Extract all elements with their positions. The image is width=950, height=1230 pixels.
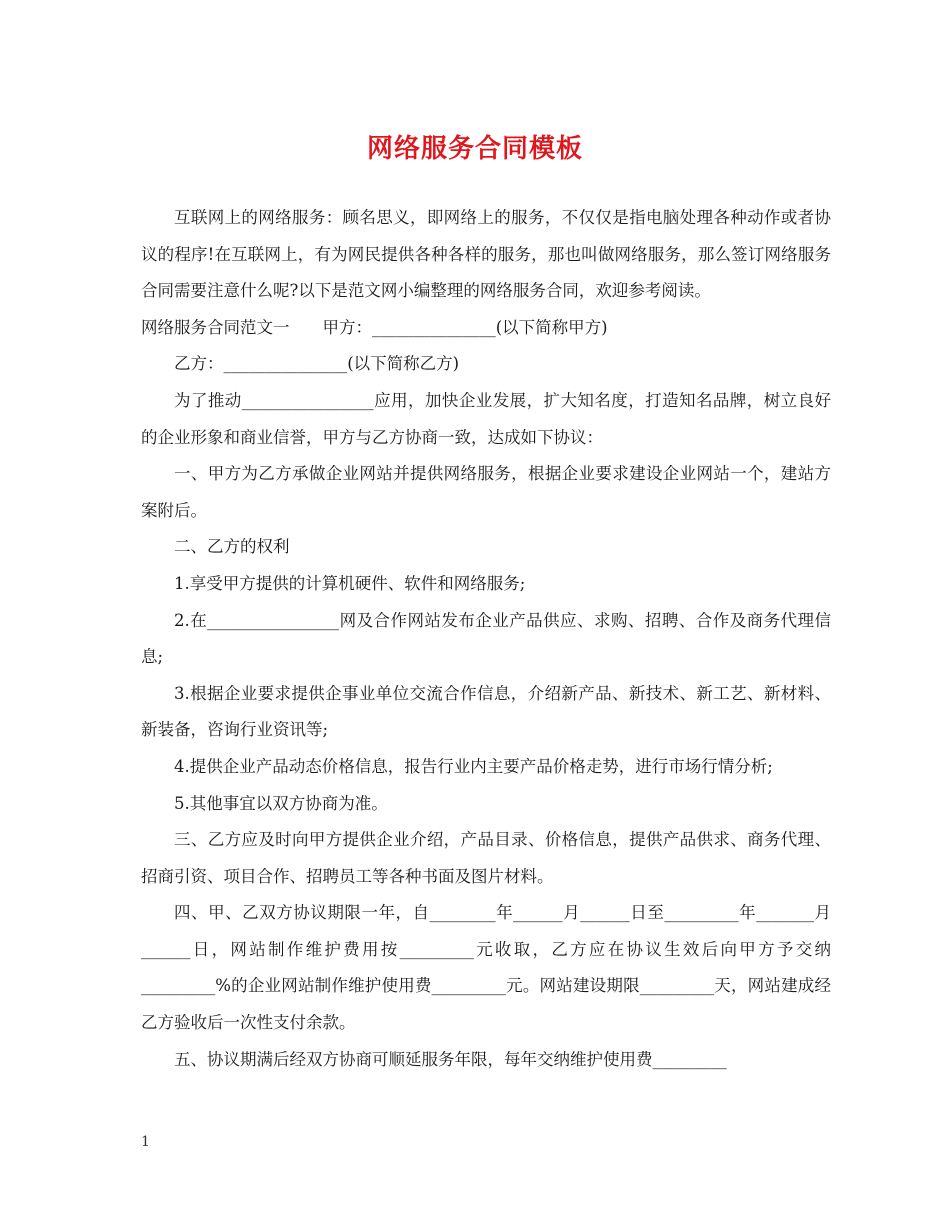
paragraph-right-1: 1.享受甲方提供的计算机硬件、软件和网络服务; [174, 573, 526, 593]
document-title: 网络服务合同模板 [366, 134, 583, 164]
document-body [141, 200, 831, 1078]
paragraph-clause-1: 一、甲方为乙方承做企业网站并提供网络服务，根据企业要求建设企业网站一个，建站方案附后。 [141, 464, 831, 520]
paragraph-purpose: 为了推动________________应用，加快企业发展，扩大知名度，打造知名品牌，树立良好的企业形象和商业信誉，甲方与乙方协商一致，达成如下协议： [141, 390, 831, 447]
paragraph-right-3: 3.根据企业要求提供企事业单位交流合作信息，介绍新产品、新技术、新工艺、新材料、新装备，咨询行业资讯等; [141, 683, 831, 740]
paragraph-party-b: 乙方：_______________(以下简称乙方) [174, 354, 460, 374]
paragraph-intro: 互联网上的网络服务：顾名思义，即网络上的服务，不仅仅是指电脑处理各种动作或者协议的程序!在互联网上，有为网民提供各种各样的服务，那也叫做网络服务，那么签订网络服务合同需要注意什么呢?以下是范文网小编整理的网络服务合同，欢迎参考阅读。 [141, 208, 831, 301]
paragraph-party-a: 网络服务合同范文一 甲方：_______________(以下简称甲方) [141, 317, 608, 337]
paragraph-clause-4: 四、甲、乙双方协议期限一年，自________年______月______日至_________年_______月______日，网站制作维护费用按_________元收取，乙方应在协议生效后向甲方予交纳_________%的企业网站制作维护使用费_________元。网站建设期限_________天，网站建成经乙方验收后一次性支付余款。 [141, 903, 831, 1033]
paragraph-right-2: 2.在________________网及合作网站发布企业产品供应、求购、招聘、合作及商务代理信息; [141, 610, 831, 667]
paragraph-clause-2-heading: 二、乙方的权利 [174, 537, 290, 557]
paragraph-clause-3: 三、乙方应及时向甲方提供企业介绍，产品目录、价格信息，提供产品供求、商务代理、招商引资、项目合作、招聘员工等各种书面及图片材料。 [141, 830, 831, 886]
paragraph-right-4: 4.提供企业产品动态价格信息，报告行业内主要产品价格走势，进行市场行情分析; [174, 756, 773, 776]
paragraph-clause-5: 五、协议期满后经双方协商可顺延服务年限，每年交纳维护使用费_________ [174, 1049, 727, 1069]
paragraph-right-5: 5.其他事宜以双方协商为准。 [174, 793, 388, 813]
page-number: 1 [141, 1134, 150, 1150]
